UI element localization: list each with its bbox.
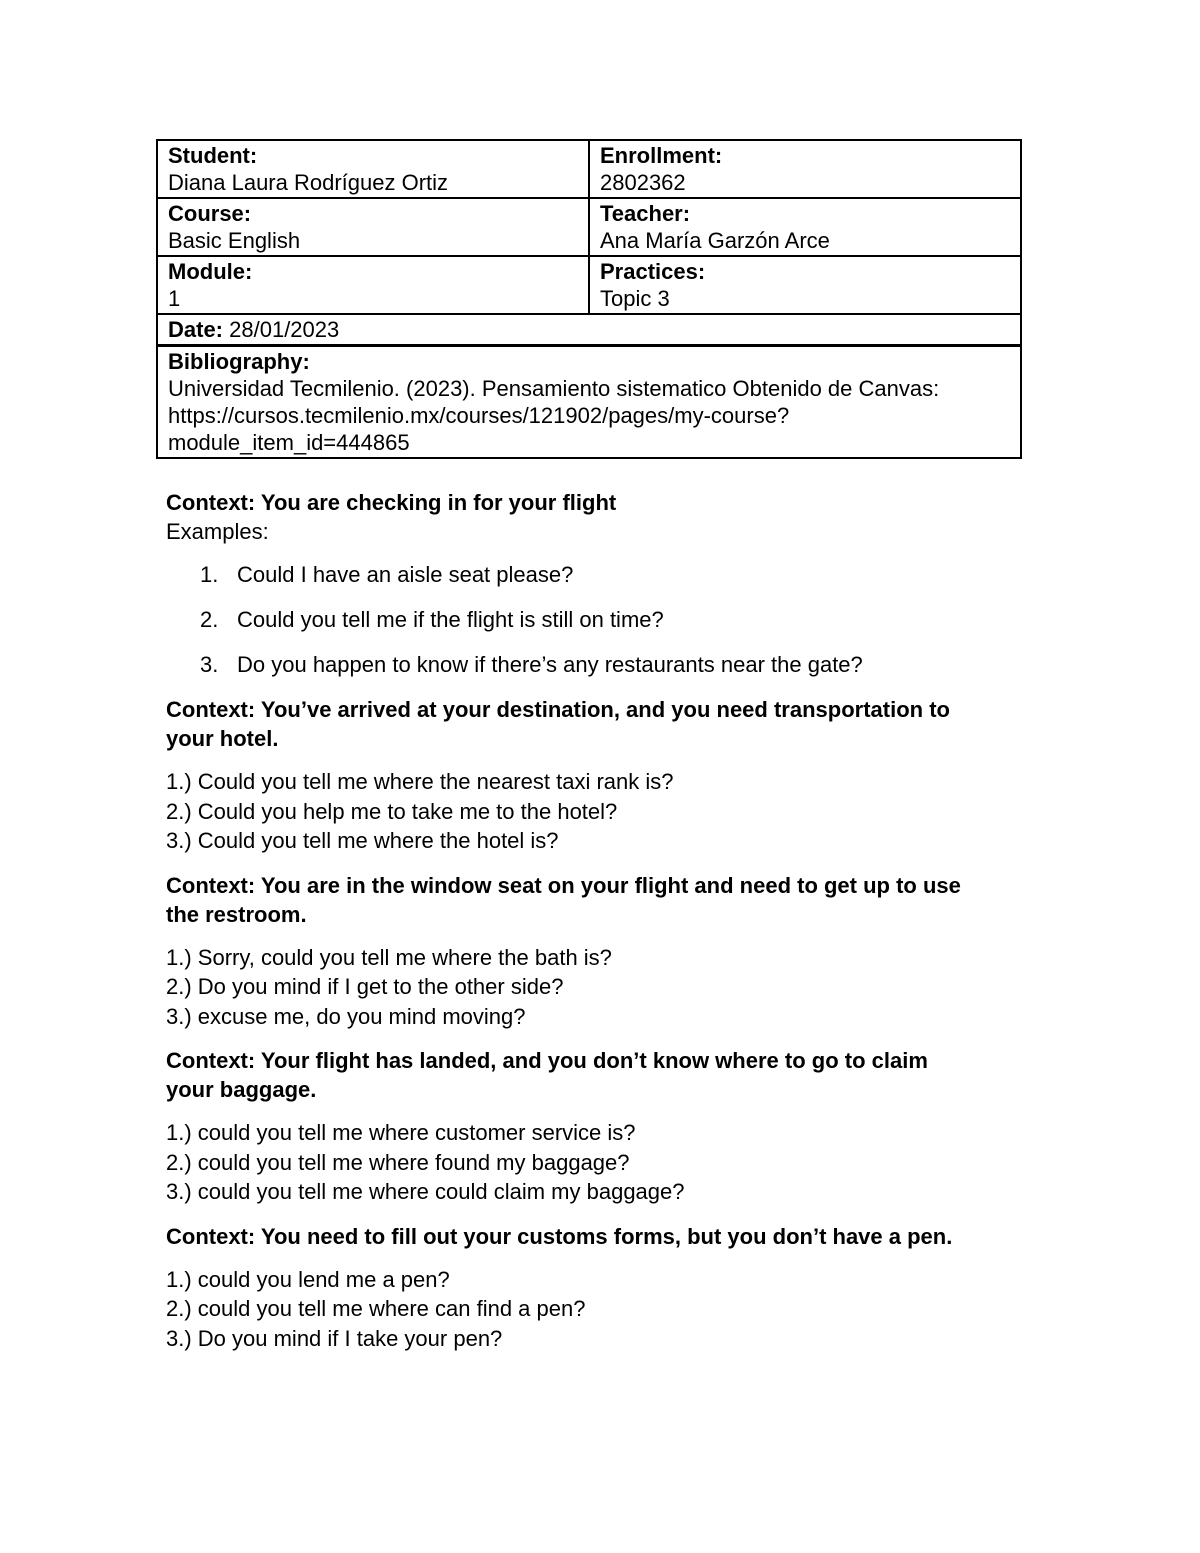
info-row-student — [157, 140, 1021, 198]
list-item-text: Could you tell me if the flight is still on time? — [237, 607, 664, 632]
answer-item: 2.) could you tell me where found my baggage? — [166, 1149, 630, 1175]
course-label: Course: — [168, 201, 252, 226]
practices-label: Practices: — [600, 259, 706, 284]
examples-list — [166, 560, 1036, 679]
date-value: 28/01/2023 — [229, 317, 340, 342]
answer-item: 1.) could you tell me where customer service is? — [166, 1120, 636, 1145]
info-row-course — [157, 198, 1021, 256]
list-item — [166, 560, 1036, 589]
section-heading-line-1: Context: You’ve arrived at your destination, and you need transportation to — [166, 697, 950, 722]
list-item — [166, 650, 1036, 679]
section-heading-line-1: Context: You are in the window seat on your flight and need to get up to use — [166, 872, 961, 898]
section-customs-pen — [166, 1222, 1036, 1354]
answer-item: 2.) Could you help me to take me to the hotel? — [166, 798, 618, 824]
practices-value: Topic 3 — [600, 286, 670, 311]
section-heading-line-2: your baggage. — [166, 1077, 317, 1102]
enrollment-value: 2802362 — [600, 170, 686, 195]
bibliography-line-1: Universidad Tecmilenio. (2023). Pensamiento sistematico Obtenido de Canvas: — [168, 376, 940, 401]
answer-item: 1.) could you lend me a pen? — [166, 1266, 450, 1292]
answer-item: 3.) Could you tell me where the hotel is? — [166, 828, 559, 853]
examples-label: Examples: — [166, 519, 269, 544]
section-transportation — [166, 695, 1036, 856]
enrollment-cell — [589, 140, 1021, 198]
list-item-text: Do you happen to know if there’s any restaurants near the gate? — [237, 652, 863, 677]
list-item-text: Could I have an aisle seat please? — [237, 562, 574, 587]
list-item-number: 3. — [200, 652, 219, 677]
bibliography-label: Bibliography: — [168, 349, 310, 374]
answers-list — [166, 1118, 1036, 1207]
teacher-cell — [589, 198, 1021, 256]
info-row-module — [157, 256, 1021, 314]
teacher-label: Teacher: — [600, 201, 691, 226]
course-cell — [157, 198, 589, 256]
info-row-bibliography — [157, 346, 1021, 459]
section-heading: Context: You are checking in for your flight — [166, 490, 617, 515]
student-label: Student: — [168, 143, 258, 168]
list-item-number: 1. — [200, 562, 219, 587]
student-cell — [157, 140, 589, 198]
answers-list — [166, 767, 1036, 856]
section-restroom — [166, 871, 1036, 1032]
section-heading-line-2: your hotel. — [166, 726, 279, 751]
answer-item: 3.) could you tell me where could claim my baggage? — [166, 1179, 685, 1204]
answer-item: 3.) excuse me, do you mind moving? — [166, 1003, 526, 1029]
section-checking-in — [166, 488, 1036, 679]
section-baggage — [166, 1046, 1036, 1207]
info-row-date — [157, 314, 1021, 346]
section-heading-line-2: the restroom. — [166, 901, 307, 927]
list-item — [166, 605, 1036, 634]
student-info-table — [156, 139, 1022, 459]
date-cell — [157, 314, 1021, 346]
answer-item: 2.) could you tell me where can find a pen? — [166, 1296, 586, 1321]
section-heading: Context: You need to fill out your customs forms, but you don’t have a pen. — [166, 1223, 953, 1249]
answers-list — [166, 1265, 1036, 1354]
date-label: Date: — [168, 317, 224, 342]
student-value: Diana Laura Rodríguez Ortiz — [168, 170, 449, 195]
course-value: Basic English — [168, 228, 301, 253]
answer-item: 1.) Could you tell me where the nearest taxi rank is? — [166, 769, 674, 794]
answer-item: 2.) Do you mind if I get to the other side? — [166, 974, 564, 999]
bibliography-cell — [157, 346, 1021, 459]
bibliography-line-3: module_item_id=444865 — [168, 430, 410, 455]
bibliography-line-2: https://cursos.tecmilenio.mx/courses/121902/pages/my-course? — [168, 403, 790, 428]
document-body — [166, 488, 1036, 1368]
enrollment-label: Enrollment: — [600, 143, 723, 168]
practices-cell — [589, 256, 1021, 314]
answer-item: 3.) Do you mind if I take your pen? — [166, 1325, 503, 1351]
list-item-number: 2. — [200, 607, 219, 632]
module-value: 1 — [168, 286, 181, 311]
module-cell — [157, 256, 589, 314]
section-heading-line-1: Context: Your flight has landed, and you don’t know where to go to claim — [166, 1048, 928, 1073]
module-label: Module: — [168, 259, 253, 284]
teacher-value: Ana María Garzón Arce — [600, 228, 830, 253]
answers-list — [166, 943, 1036, 1032]
answer-item: 1.) Sorry, could you tell me where the bath is? — [166, 944, 612, 970]
